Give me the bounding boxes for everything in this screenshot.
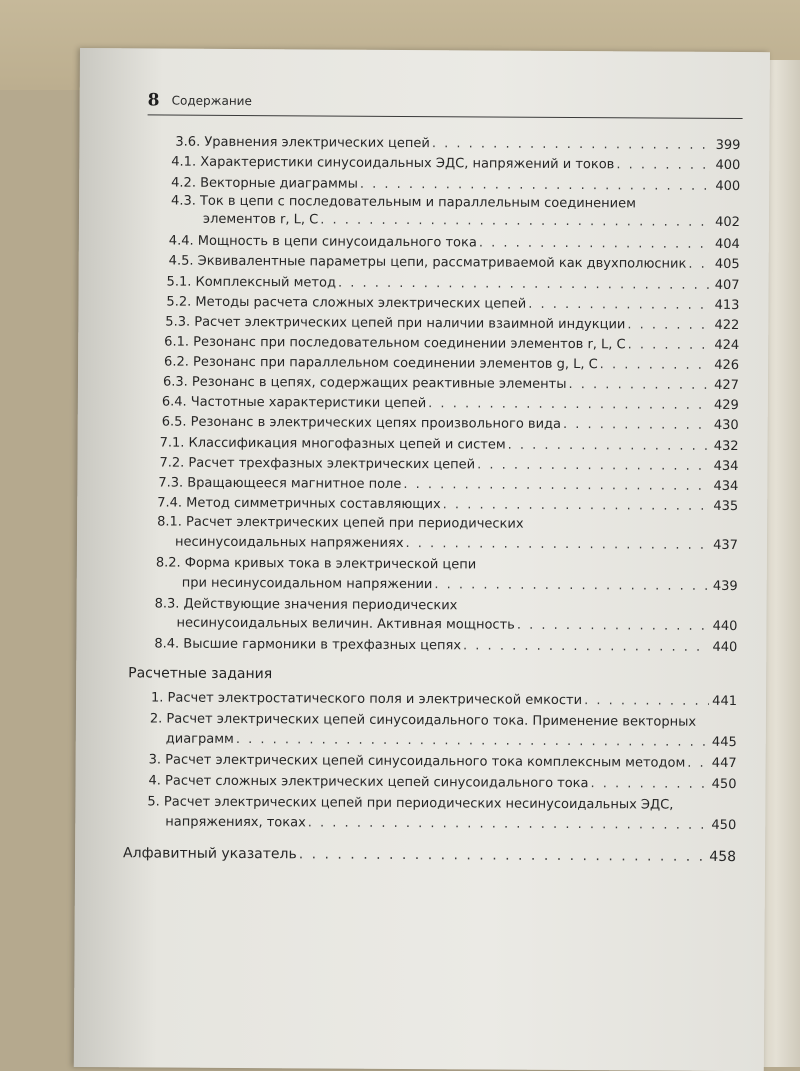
task-entry-label-line1: 5. Расчет электрических цепей при периодических несинусоидальных ЭДС, [147, 794, 674, 813]
task-entry-page: 441 [712, 693, 738, 710]
toc-entry-label: 6.2. Резонанс при параллельном соединении элементов g, L, C [164, 354, 598, 373]
toc-entry-page: 402 [715, 214, 740, 231]
toc-entry-label: 6.4. Частотные характеристики цепей [161, 394, 427, 412]
toc-entry-page: 435 [713, 498, 739, 515]
toc-entry-page: 437 [713, 537, 739, 554]
toc-entry [169, 233, 740, 254]
toc-entry [162, 394, 739, 416]
toc-entry-label: при несинусоидальном напряжении [181, 575, 433, 593]
toc-entry [163, 374, 739, 396]
task-entry-page: 450 [711, 817, 737, 834]
index-entry [123, 844, 736, 866]
toc-entry-label: 7.3. Вращающееся магнитное поле [158, 475, 402, 492]
toc-entry-page: 399 [715, 137, 741, 154]
task-entry-label: диаграмм [165, 731, 234, 747]
tasks-heading: Расчетные задания [128, 665, 273, 683]
task-entry [165, 814, 736, 835]
toc-entry [182, 575, 738, 596]
toc-entry-page: 404 [714, 236, 740, 253]
toc-entry [159, 454, 738, 476]
toc-entry [175, 534, 738, 555]
task-entry [148, 772, 736, 794]
toc-entry-page: 400 [715, 157, 741, 174]
toc-entry [164, 354, 739, 376]
toc-entry-page: 439 [712, 578, 738, 595]
toc-entry [164, 334, 739, 356]
toc-entry [165, 314, 739, 336]
toc-entry-page: 426 [714, 357, 740, 374]
toc-entry-label-line1: 8.1. Расчет электрических цепей при периодических [157, 514, 524, 532]
toc-entry-label: 7.4. Метод симметричных составляющих [157, 495, 441, 513]
toc-entry [160, 434, 739, 456]
toc-entry-page: 413 [714, 297, 740, 314]
toc-entry-label: 4.5. Эквивалентные параметры цепи, рассматриваемой как двухполюсник [168, 253, 687, 272]
toc-entry-page: 407 [714, 277, 740, 294]
toc-entry [175, 134, 740, 155]
table-of-contents [74, 48, 770, 1071]
toc-entry [176, 615, 737, 636]
toc-entry [169, 253, 740, 274]
task-entry [149, 751, 737, 773]
toc-entry [157, 494, 738, 516]
toc-entry-page: 434 [713, 478, 739, 495]
toc-entry-page: 400 [715, 178, 741, 195]
toc-entry-label: 6.3. Резонанс в цепях, содержащих реактивные элементы [162, 374, 567, 392]
task-entry-label: напряжениях, токах [165, 814, 306, 831]
toc-entry-page: 429 [713, 397, 739, 414]
toc-entry [167, 274, 740, 295]
task-entry-label-line1: 2. Расчет электрических цепей синусоидального тока. Применение векторных [149, 711, 697, 730]
toc-entry-label: 3.6. Уравнения электрических цепей [175, 134, 430, 152]
toc-entry-label: 4.2. Векторные диаграммы [171, 175, 358, 192]
toc-entry-page: 422 [714, 317, 740, 334]
toc-entry-label: 6.5. Резонанс в электрических цепях произвольного вида [161, 414, 562, 432]
page-number: 8 [147, 90, 160, 111]
toc-entry-label: несинусоидальных величин. Активная мощность [176, 615, 515, 633]
toc-entry-label: 7.1. Классификация многофазных цепей и систем [159, 435, 506, 453]
task-entry-page: 447 [711, 755, 737, 772]
toc-entry-label: 5.3. Расчет электрических цепей при наличии взаимной индукции [165, 314, 626, 333]
toc-entry-page: 424 [714, 337, 740, 354]
toc-entry [158, 474, 738, 496]
toc-entry-label: 5.2. Методы расчета сложных электрических цепей [166, 294, 527, 312]
toc-entry-label: несинусоидальных напряжениях [174, 534, 404, 551]
toc-entry [166, 294, 739, 315]
task-entry-label: 4. Расчет сложных электрических цепей синусоидального тока [148, 773, 589, 792]
toc-entry-label: 5.1. Комплексный метод [166, 274, 337, 291]
toc-entry-label-line1: 8.3. Действующие значения периодических [154, 596, 458, 614]
toc-entry-label: 4.1. Характеристики синусоидальных ЭДС, напряжений и токов [171, 154, 615, 173]
toc-entry-page: 405 [714, 256, 740, 273]
toc-entry [162, 414, 739, 436]
toc-entry [203, 211, 740, 232]
toc-entry-label: элементов r, L, C [202, 211, 319, 228]
toc-entry-label: 8.4. Высшие гармоники в трехфазных цепях [154, 636, 462, 654]
index-entry-page: 458 [709, 848, 737, 866]
book-page [74, 48, 770, 1071]
task-entry-page: 445 [711, 734, 737, 751]
toc-entry-label: 4.4. Мощность в цепи синусоидального тока [168, 233, 477, 251]
toc-entry-label-line1: 8.2. Форма кривых тока в электрической цепи [155, 555, 477, 573]
toc-entry [171, 154, 740, 175]
header-title: Содержание [171, 93, 252, 109]
toc-entry-page: 430 [713, 417, 739, 434]
toc-entry-label: 7.2. Расчет трехфазных электрических цепей [159, 455, 476, 473]
toc-entry-page: 440 [712, 639, 738, 656]
index-entry-label: Алфавитный указатель [123, 845, 297, 863]
toc-entry [154, 635, 737, 657]
task-entry-page: 450 [711, 776, 737, 793]
toc-entry-label-line1: 4.3. Ток в цепи с последовательным и параллельным соединением [171, 193, 636, 212]
task-entry-label: 1. Расчет электростатического поля и электрической емкости [150, 690, 583, 709]
toc-entry-page: 432 [713, 438, 739, 455]
task-entry [166, 731, 737, 752]
toc-entry-page: 440 [712, 618, 738, 635]
toc-entry-label: 6.1. Резонанс при последовательном соединении элементов r, L, C [164, 334, 626, 353]
task-entry [151, 689, 737, 711]
toc-entry-page: 427 [714, 377, 739, 394]
task-entry-label: 3. Расчет электрических цепей синусоидального тока комплексным методом [148, 752, 686, 771]
toc-entry-page: 434 [713, 458, 739, 475]
